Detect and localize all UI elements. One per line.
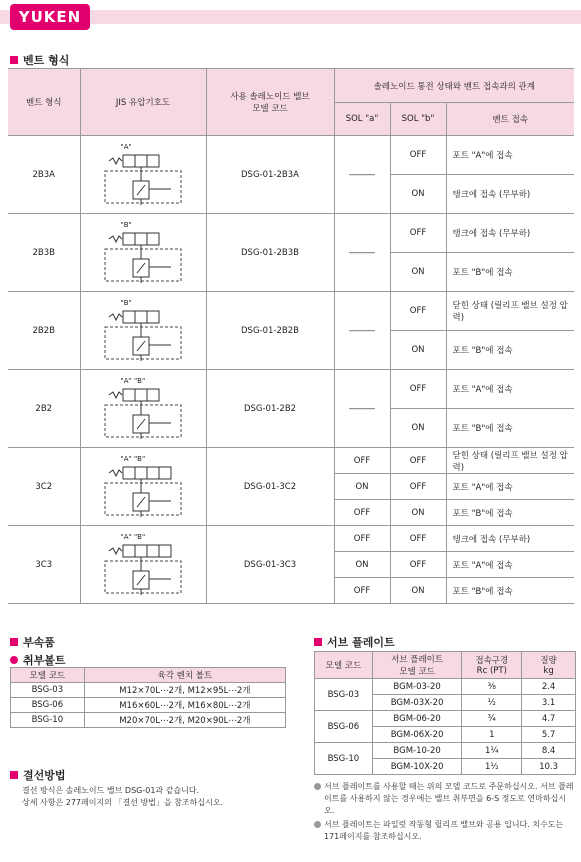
sol-a-cell: OFF (334, 578, 390, 604)
sol-b-cell: OFF (390, 552, 446, 578)
vent-connection-cell: 탱크에 접속 (무부하) (446, 214, 574, 253)
jis-symbol-cell (80, 214, 206, 292)
note-item: 서브 플레이트는 파일럿 작동형 릴리프 밸브와 공용 입니다. 치수도는 171페이지를 참조하십시오. (314, 819, 576, 843)
accessories-title: 부속품 (10, 634, 55, 650)
vent-type-cell: 2B2B (8, 292, 80, 370)
table-row: BSG-03 BGM-03-20 ⅜ 2.4 (315, 679, 576, 695)
symbol-port-label: "A" "B" (120, 376, 146, 385)
col-header-type: 벤트 형식 (8, 69, 80, 136)
vent-connection-cell: 포트 "A"에 접속 (446, 370, 574, 409)
table-row: BGM-06X-20 1 5.7 (315, 727, 576, 743)
bolt-col-model: 모델 코드 (11, 668, 85, 683)
symbol-port-label: "A" "B" (120, 532, 146, 541)
hydraulic-symbol-icon (101, 463, 185, 519)
sol-a-cell: ON (334, 552, 390, 578)
vent-type-cell: 2B2 (8, 370, 80, 448)
col-header-code: 사용 솔레노이드 밸브 모델 코드 (206, 69, 334, 136)
vent-connection-cell: 포트 "A"에 접속 (446, 474, 574, 500)
symbol-port-label: "A" "B" (120, 454, 146, 463)
bullet-icon (10, 656, 18, 664)
col-header-vent-conn: 벤트 접속 (446, 103, 574, 136)
sol-b-cell: ON (390, 500, 446, 526)
sol-b-cell: OFF (390, 474, 446, 500)
vent-connection-cell: 포트 "B"에 접속 (446, 578, 574, 604)
jis-symbol-cell (80, 526, 206, 604)
sol-b-cell: OFF (390, 448, 446, 474)
table-row: BSG-10 BGM-10-20 1¼ 8.4 (315, 743, 576, 759)
col-header-relation: 솔레노이드 통전 상태와 벤트 접속과의 관계 (334, 69, 574, 103)
vent-connection-cell: 포트 "A"에 접속 (446, 136, 574, 175)
col-header-sol-b: SOL "b" (390, 103, 446, 136)
vent-connection-cell: 포트 "B"에 접속 (446, 253, 574, 292)
vent-connection-cell: 탱크에 접속 (무부하) (446, 175, 574, 214)
valve-code-cell: DSG-01-2B2B (206, 292, 334, 370)
section-marker-icon (314, 638, 322, 646)
bolt-col-bolt: 육각 렌치 볼트 (84, 668, 285, 683)
hydraulic-symbol-icon (101, 229, 185, 285)
sol-b-cell: ON (390, 578, 446, 604)
vent-type-cell: 2B3B (8, 214, 80, 292)
sp-col-sub: 서브 플레이트 모델 코드 (372, 652, 462, 679)
sol-b-cell: OFF (390, 526, 446, 552)
table-row: BGM-03X-20 ½ 3.1 (315, 695, 576, 711)
subplate-notes (314, 781, 576, 843)
sol-a-cell: OFF (334, 500, 390, 526)
vent-connection-cell: 포트 "B"에 접속 (446, 409, 574, 448)
table-row (8, 136, 574, 175)
table-row (8, 214, 574, 253)
symbol-port-label: "B" (120, 220, 132, 229)
jis-symbol-cell (80, 370, 206, 448)
sol-b-cell: OFF (390, 214, 446, 253)
sol-a-cell: ON (334, 474, 390, 500)
brand-logo: YUKEN (10, 4, 90, 30)
sol-b-cell: OFF (390, 292, 446, 331)
sol-b-cell: ON (390, 409, 446, 448)
col-header-jis: JIS 유압기호도 (80, 69, 206, 136)
table-row: BSG-03 M12×70L⋯2개, M12×95L⋯2개 (11, 683, 286, 698)
bullet-icon (314, 783, 321, 790)
sol-a-cell: ――― (334, 292, 390, 370)
section-marker-icon (10, 638, 18, 646)
vent-type-cell: 3C3 (8, 526, 80, 604)
sol-b-cell: OFF (390, 136, 446, 175)
bolts-table (10, 667, 286, 728)
vent-connection-cell: 포트 "A"에 접속 (446, 552, 574, 578)
hydraulic-symbol-icon (101, 307, 185, 363)
jis-symbol-cell (80, 292, 206, 370)
vent-connection-cell: 닫힌 상태 (릴리프 밸브 설정 압력) (446, 292, 574, 331)
sp-col-port: 접속구경 Rc (PT) (462, 652, 522, 679)
note-item: 서브 플레이트를 사용할 때는 위의 모델 코드로 주문하십시오. 서브 플레이트를 사용하지 않는 경우에는 밸브 취부면을 6-S 정도로 연마하십시오. (314, 781, 576, 817)
table-row (8, 448, 574, 474)
sol-a-cell: ――― (334, 136, 390, 214)
sol-b-cell: ON (390, 253, 446, 292)
vent-connection-cell: 포트 "B"에 접속 (446, 500, 574, 526)
table-row: BSG-06 M16×60L⋯2개, M16×80L⋯2개 (11, 698, 286, 713)
sol-b-cell: ON (390, 175, 446, 214)
vent-type-cell: 3C2 (8, 448, 80, 526)
table-row: BSG-06 BGM-06-20 ¾ 4.7 (315, 711, 576, 727)
section-marker-icon (10, 771, 18, 779)
vent-connection-cell: 탱크에 접속 (무부하) (446, 526, 574, 552)
symbol-port-label: "A" (120, 142, 132, 151)
symbol-port-label: "B" (120, 298, 132, 307)
table-row (8, 526, 574, 552)
valve-code-cell: DSG-01-3C2 (206, 448, 334, 526)
sol-b-cell: ON (390, 331, 446, 370)
vent-section-title: 벤트 형식 (10, 52, 69, 68)
sp-col-mass: 질량 kg (522, 652, 576, 679)
vent-type-cell: 2B3A (8, 136, 80, 214)
jis-symbol-cell (80, 136, 206, 214)
table-row (8, 292, 574, 331)
valve-code-cell: DSG-01-2B3A (206, 136, 334, 214)
valve-code-cell: DSG-01-2B2 (206, 370, 334, 448)
hydraulic-symbol-icon (101, 385, 185, 441)
wiring-title: 결선방법 (10, 767, 66, 783)
wiring-text: 결선 방식은 솔레노이드 밸브 DSG-01과 같습니다. 상세 사항은 277페이지의 「결선 방법」을 참조하십시오. (22, 786, 224, 807)
col-header-sol-a: SOL "a" (334, 103, 390, 136)
sol-b-cell: OFF (390, 370, 446, 409)
sp-col-model: 모델 코드 (315, 652, 373, 679)
valve-code-cell: DSG-01-2B3B (206, 214, 334, 292)
table-row (8, 370, 574, 409)
jis-symbol-cell (80, 448, 206, 526)
vent-connection-cell: 닫힌 상태 (릴리프 밸브 설정 압력) (446, 448, 574, 474)
subplate-title: 서브 플레이트 (314, 634, 395, 650)
bullet-icon (314, 821, 321, 828)
table-row: BGM-10X-20 1½ 10.3 (315, 759, 576, 775)
hydraulic-symbol-icon (101, 541, 185, 597)
subplate-table (314, 651, 576, 775)
valve-code-cell: DSG-01-3C3 (206, 526, 334, 604)
hydraulic-symbol-icon (101, 151, 185, 207)
sol-a-cell: OFF (334, 448, 390, 474)
sol-a-cell: ――― (334, 214, 390, 292)
sol-a-cell: ――― (334, 370, 390, 448)
section-marker-icon (10, 56, 18, 64)
bolts-title: 취부볼트 (10, 652, 66, 668)
vent-table (8, 68, 574, 604)
page-header (0, 0, 581, 36)
vent-connection-cell: 포트 "B"에 접속 (446, 331, 574, 370)
sol-a-cell: OFF (334, 526, 390, 552)
table-row: BSG-10 M20×70L⋯2개, M20×90L⋯2개 (11, 713, 286, 728)
